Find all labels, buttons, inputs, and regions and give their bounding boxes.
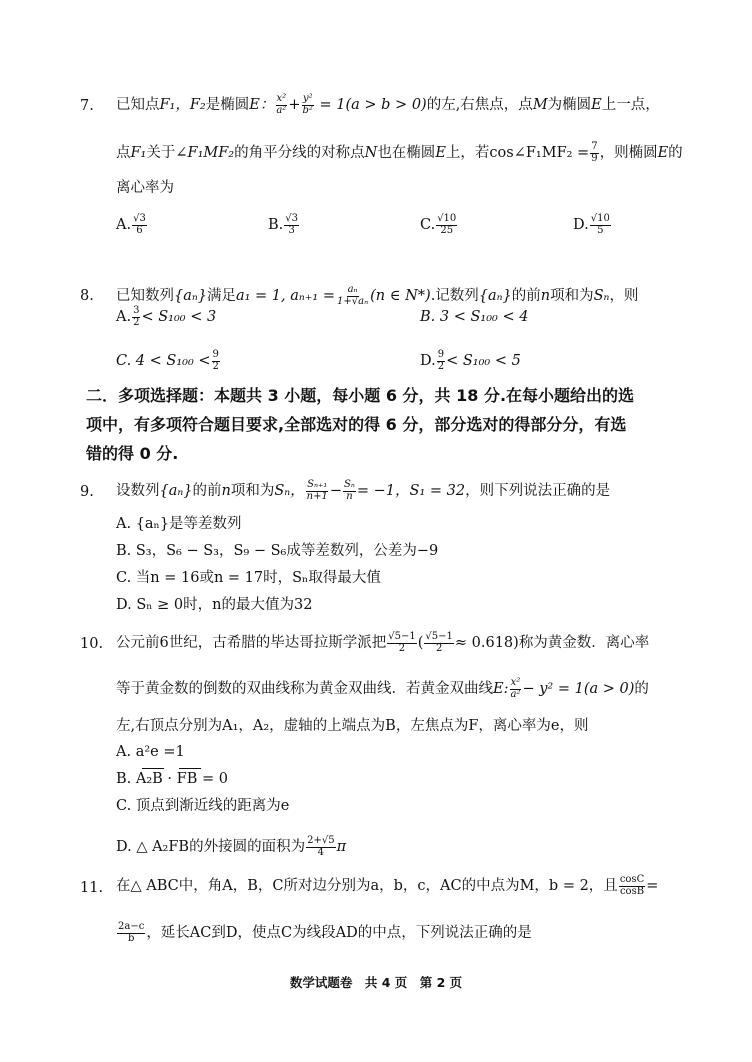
question-10-line-2: 等于黄金数的倒数的双曲线称为黄金双曲线．若黄金双曲线E: $\frac{\text{x²}}{\text{a²}}$ − y² = 1(a > 0)的 xyxy=(116,677,649,700)
option-d: D. Sₙ ≥ 0时，n的最大值为32 xyxy=(116,597,313,613)
option-a: A. $\frac{√3}{6}$ xyxy=(116,213,146,236)
option-c: C. $\frac{√10}{25}$ xyxy=(420,213,457,236)
section-heading-line-1: 二．多项选择题：本题共 3 小题，每小题 6 分，共 18 分.在每小题给出的选 xyxy=(86,386,635,405)
question-number: 11. xyxy=(80,880,104,896)
fraction: $\frac{7}{9}$ xyxy=(591,141,598,164)
page-footer: 数学试题卷 共 4 页 第 2 页 xyxy=(289,975,463,990)
fraction: $\frac{2a-c}{b}$ xyxy=(118,921,145,944)
fraction: $\frac{\text{y²}}{\text{b²}}$ xyxy=(302,93,313,116)
fraction: $\frac{\text{Sₙ₊₁}}{n+1}$ xyxy=(306,479,328,502)
fraction: $\frac{9}{2}$ xyxy=(212,349,219,372)
fraction: $\frac{√5-1}{2}$ xyxy=(425,631,453,654)
question-number: 7. xyxy=(80,98,94,114)
option-a: A. a²e =1 xyxy=(116,744,185,760)
fraction: $\frac{\cos C}{\cos B}$ xyxy=(619,874,645,897)
question-7-line-1: 已知点F₁，F₂是椭圆E： $\frac{\text{x²}}{\text{a²}}$ + $\frac{\text{y²}}{\text{b²}}$ = 1(a > b > 0)的左,右焦点，点M为椭圆E上一点， xyxy=(116,93,660,116)
question-9-line-1: 设数列{aₙ}的前n项和为Sₙ， $\frac{\text{Sₙ₊₁}}{n+1}$ − $\frac{\text{Sₙ}}{n}$ = −1，S₁ = 32，则下列说法正确的是 xyxy=(116,479,611,502)
question-8-line-1: 已知数列{aₙ}满足a₁ = 1, aₙ₊₁ = $\frac{\text{aₙ}}{\text{1+√aₙ}}$ (n ∈ N*).记数列{aₙ}的前n项和为Sₙ，则 xyxy=(116,284,639,307)
question-number: 8. xyxy=(80,288,94,304)
fraction: $\frac{√3}{6}$ xyxy=(133,213,146,236)
option-c: C. 顶点到渐近线的距离为e xyxy=(116,798,290,814)
vector-arrow-icon xyxy=(179,768,201,769)
fraction: $\frac{2+√5}{4}$ xyxy=(307,835,335,858)
fraction: $\frac{√10}{25}$ xyxy=(437,213,457,236)
option-d: D. $\frac{√10}{5}$ xyxy=(573,213,610,236)
fraction: $\frac{\text{aₙ}}{\text{1+√aₙ}}$ xyxy=(337,284,369,307)
option-d: D. $\frac{9}{2}$ < S₁₀₀ < 5 xyxy=(420,349,521,372)
option-a: A. $\frac{3}{2}$ < S₁₀₀ < 3 xyxy=(116,305,217,328)
question-number: 9. xyxy=(80,484,94,500)
fraction: $\frac{\text{Sₙ}}{n}$ xyxy=(343,479,355,502)
option-a: A. {aₙ}是等差数列 xyxy=(116,516,242,532)
option-b: B. 3 < S₁₀₀ < 4 xyxy=(420,309,529,325)
option-b: B. A₂B · FB = 0 xyxy=(116,771,228,788)
fraction: $\frac{\text{x²}}{\text{a²}}$ xyxy=(276,93,287,116)
option-c: C. 4 < S₁₀₀ < $\frac{9}{2}$ xyxy=(116,349,219,372)
fraction: $\frac{√10}{5}$ xyxy=(590,213,610,236)
fraction: $\frac{\text{x²}}{\text{a²}}$ xyxy=(510,677,521,700)
question-10-line-1: 公元前6世纪，古希腊的毕达哥拉斯学派把 $\frac{√5-1}{2}$ ( $\frac{√5-1}{2}$ ≈ 0.618)称为黄金数．离心率 xyxy=(116,631,650,654)
option-b: B. S₃，S₆ − S₃，S₉ − S₆成等差数列，公差为−9 xyxy=(116,543,439,559)
question-10-line-3: 左,右顶点分别为A₁，A₂，虚轴的上端点为B，左焦点为F，离心率为e，则 xyxy=(116,718,589,734)
question-7-line-2: 点F₁关于∠F₁MF₂的角平分线的对称点N也在椭圆E上，若cos∠F₁MF₂ = $\frac{7}{9}$ ，则椭圆E的 xyxy=(116,141,683,164)
fraction: $\frac{√5-1}{2}$ xyxy=(388,631,416,654)
section-heading-line-2: 项中，有多项符合题目要求,全部选对的得 6 分，部分选对的得部分分，有选 xyxy=(86,415,627,434)
fraction: $\frac{√3}{3}$ xyxy=(285,213,298,236)
option-b: B. $\frac{√3}{3}$ xyxy=(268,213,298,236)
vector-arrow-icon xyxy=(142,768,164,769)
section-heading-line-3: 错的得 0 分. xyxy=(86,444,179,463)
option-c: C. 当n = 16或n = 17时，Sₙ取得最大值 xyxy=(116,570,381,586)
fraction: $\frac{3}{2}$ xyxy=(133,305,140,328)
fraction: $\frac{9}{2}$ xyxy=(437,349,445,372)
question-7-line-3: 离心率为 xyxy=(116,180,174,196)
option-d: D. △ A₂FB的外接圆的面积为 $\frac{2+√5}{4}$ π xyxy=(116,835,347,858)
question-11-line-2: $\frac{2a-c}{b}$ ，延长AC到D，使点C为线段AD的中点，下列说法正确的是 xyxy=(118,921,532,944)
question-number: 10. xyxy=(80,636,104,652)
question-11-line-1: 在△ ABC中，角A，B，C所对边分别为a，b，c，AC的中点为M，b = 2，且 $\frac{\cos C}{\cos B}$ = xyxy=(116,874,659,897)
